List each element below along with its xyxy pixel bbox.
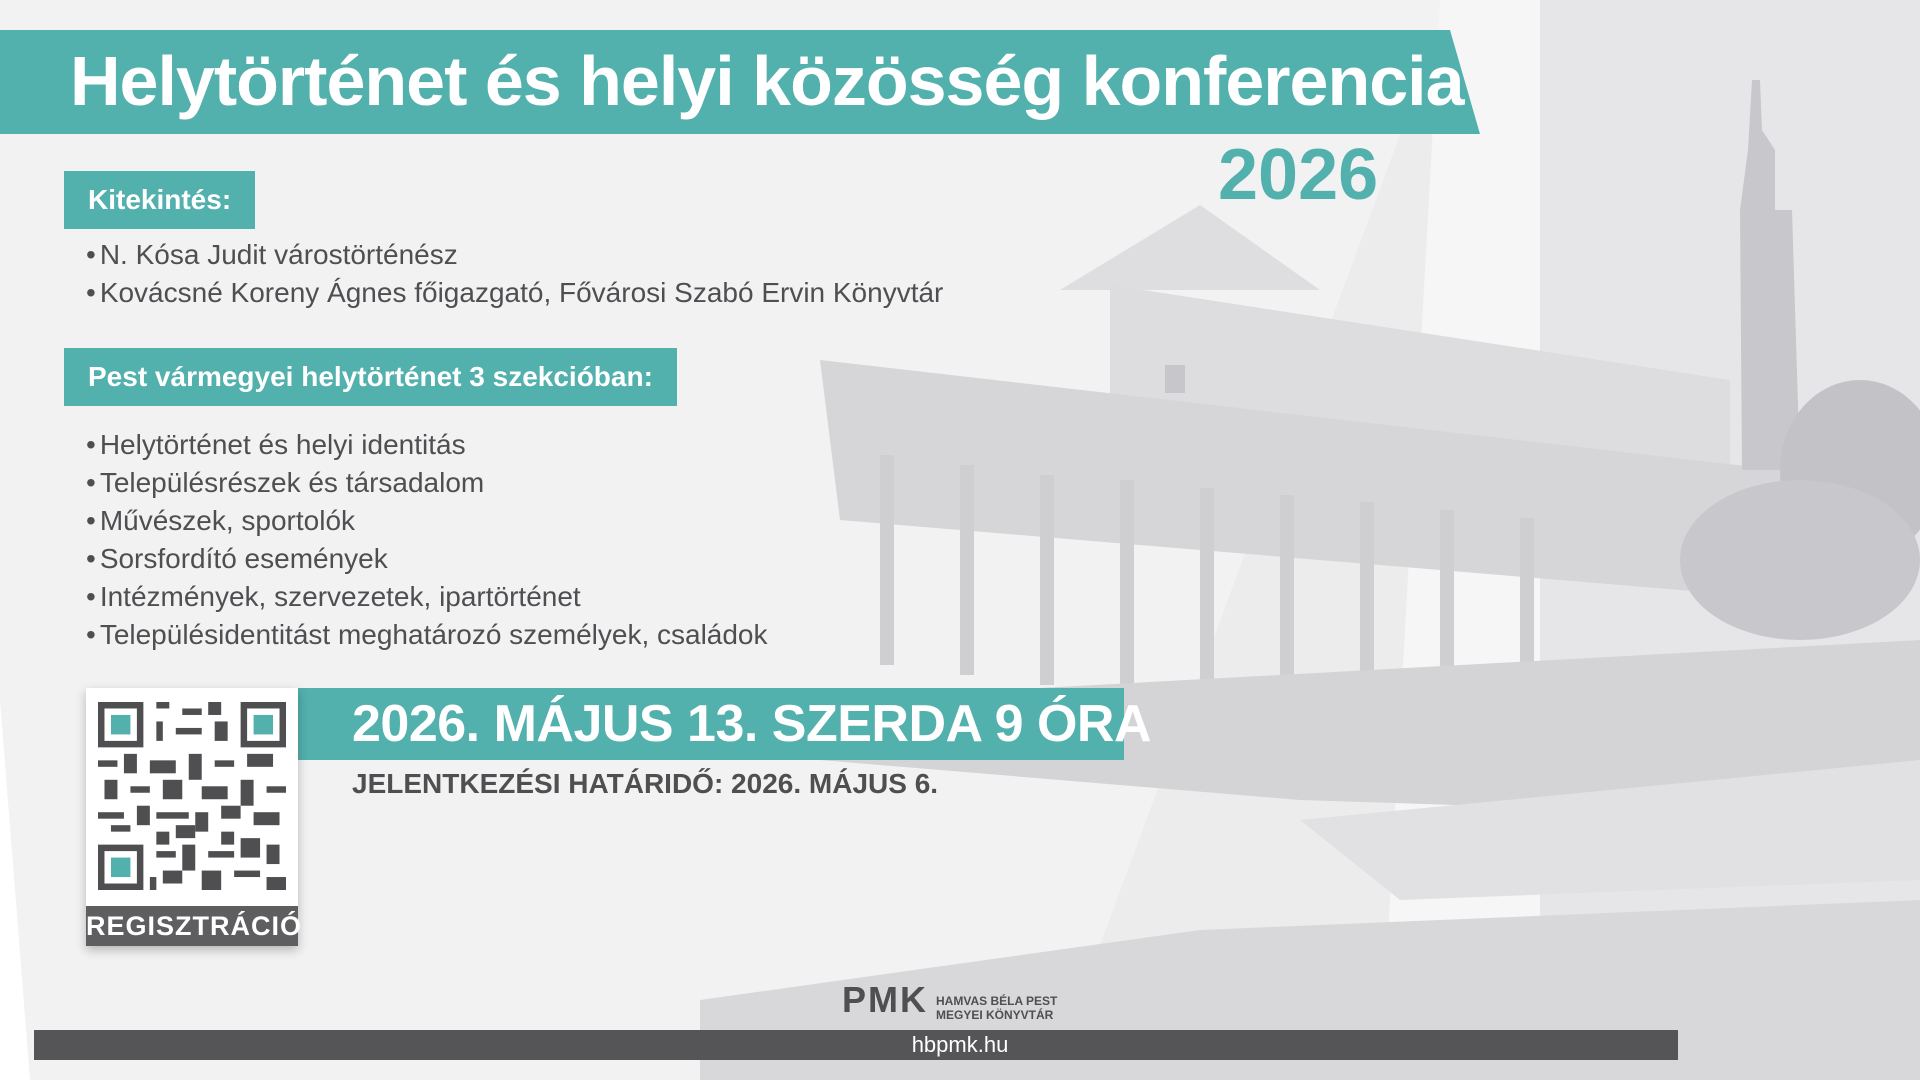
library-name-line2: MEGYEI KÖNYVTÁR <box>936 1008 1054 1022</box>
library-logo-icon: PMK <box>842 979 928 1020</box>
event-date: 2026. MÁJUS 13. SZERDA 9 ÓRA <box>352 695 1152 753</box>
list-item: • Településrészek és társadalom <box>86 464 768 502</box>
list-item: • N. Kósa Judit várostörténész <box>86 236 943 274</box>
outlook-label: Kitekintés: <box>64 171 255 229</box>
outlook-list <box>86 236 943 312</box>
list-item: • Helytörténet és helyi identitás <box>86 426 768 464</box>
library-name-line1: HAMVAS BÉLA PEST <box>936 994 1058 1008</box>
registration-deadline: JELENTKEZÉSI HATÁRIDŐ: 2026. MÁJUS 6. <box>352 768 939 799</box>
qr-code-icon[interactable] <box>98 702 286 890</box>
registration-label: REGISZTRÁCIÓ <box>86 906 298 946</box>
sections-label: Pest vármegyei helytörténet 3 szekcióban: <box>64 348 677 406</box>
event-year: 2026 <box>1218 135 1379 215</box>
page-title: Helytörténet és helyi közösség konferencia <box>70 42 1464 120</box>
list-item: • Intézmények, szervezetek, ipartörténet <box>86 578 768 616</box>
list-item: • Településidentitást meghatározó személyek, családok <box>86 616 768 654</box>
list-item: • Kovácsné Koreny Ágnes főigazgató, Fővárosi Szabó Ervin Könyvtár <box>86 274 943 312</box>
sections-list <box>86 426 768 654</box>
list-item: • Művészek, sportolók <box>86 502 768 540</box>
list-item: • Sorsfordító események <box>86 540 768 578</box>
library-name <box>936 994 1057 1022</box>
footer-url[interactable]: hbpmk.hu <box>911 1032 1009 1057</box>
registration-qr-card[interactable] <box>86 688 303 946</box>
